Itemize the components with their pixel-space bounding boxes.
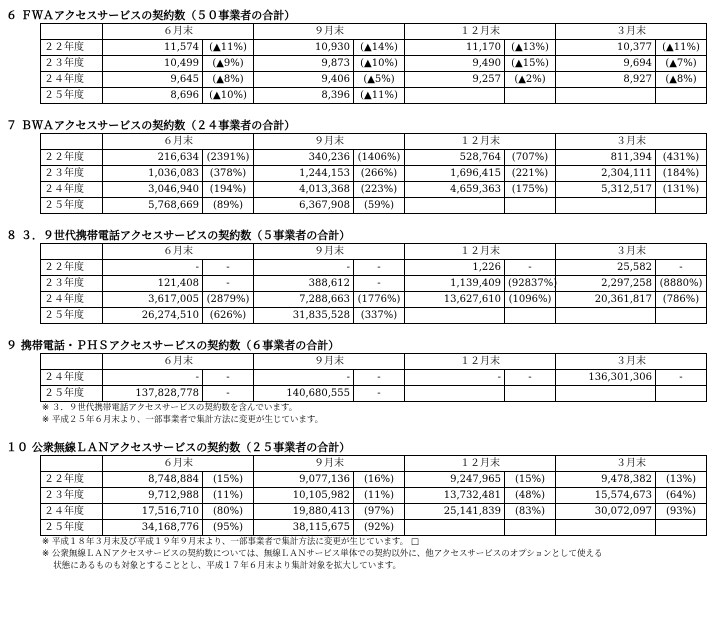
contract-count-cell: 9,077,136 [254,472,354,488]
contract-count-cell [556,386,656,402]
table-row [41,308,707,324]
table-header-row [41,244,707,260]
growth-rate-cell: (▲8%) [203,72,254,88]
section-title: ６ ＦＷＡアクセスサービスの契約数（５０事業者の合計） [6,9,296,22]
contract-count-cell: 10,377 [556,40,656,56]
header-corner [41,24,103,40]
header-corner [41,134,103,150]
column-header: ３月末 [556,456,707,472]
column-header: １２月末 [405,244,556,260]
section-title: ９ 携帯電話・ＰＨＳアクセスサービスの契約数（６事業者の合計） [6,339,340,352]
fiscal-year-label: ２２年度 [41,150,103,166]
contract-count-cell [405,308,505,324]
contract-count-cell: 1,226 [405,260,505,276]
growth-rate-cell: (97%) [354,504,405,520]
contract-count-cell: 140,680,555 [254,386,354,402]
contract-count-cell: 3,046,940 [103,182,203,198]
column-header: ９月末 [254,354,405,370]
contract-count-cell [405,198,505,214]
contract-count-cell: 1,244,153 [254,166,354,182]
growth-rate-cell: (83%) [505,504,556,520]
growth-rate-cell [505,520,556,536]
contract-count-cell: 1,036,083 [103,166,203,182]
column-header: １２月末 [405,456,556,472]
column-header: ６月末 [103,354,254,370]
growth-rate-cell: (▲9%) [203,56,254,72]
contracts-table [40,23,707,104]
contract-count-cell: 121,408 [103,276,203,292]
growth-rate-cell: (16%) [354,472,405,488]
column-header: ６月末 [103,24,254,40]
growth-rate-cell: - [505,370,556,386]
contract-count-cell [405,386,505,402]
contract-count-cell: 13,732,481 [405,488,505,504]
fiscal-year-label: ２４年度 [41,182,103,198]
growth-rate-cell: - [203,370,254,386]
growth-rate-cell: (431%) [656,150,707,166]
section-4 [6,338,698,426]
footnote: ※ 公衆無線ＬＡＮアクセスサービスの契約数については、無線ＬＡＮサービス単体での契約以外に、他アクセスサービスのオプションとして使える [42,549,603,559]
column-header: ９月末 [254,456,405,472]
fiscal-year-label: ２３年度 [41,276,103,292]
contract-count-cell [556,520,656,536]
growth-rate-cell: (▲13%) [505,40,556,56]
header-corner [41,244,103,260]
table-row [41,198,707,214]
column-header: １２月末 [405,24,556,40]
growth-rate-cell: (93%) [656,504,707,520]
contract-count-cell [405,520,505,536]
contract-count-cell: 9,490 [405,56,505,72]
growth-rate-cell: (626%) [203,308,254,324]
contract-count-cell: 7,288,663 [254,292,354,308]
growth-rate-cell: (15%) [203,472,254,488]
growth-rate-cell: (▲5%) [354,72,405,88]
table-row [41,504,707,520]
contract-count-cell: 20,361,817 [556,292,656,308]
contract-count-cell: 2,304,111 [556,166,656,182]
contract-count-cell: 9,694 [556,56,656,72]
fiscal-year-label: ２５年度 [41,520,103,536]
growth-rate-cell: (48%) [505,488,556,504]
growth-rate-cell: (▲14%) [354,40,405,56]
growth-rate-cell: (89%) [203,198,254,214]
contract-count-cell: 216,634 [103,150,203,166]
contract-count-cell: 1,139,409 [405,276,505,292]
column-header: ６月末 [103,456,254,472]
growth-rate-cell: (▲11%) [203,40,254,56]
growth-rate-cell: (92%) [354,520,405,536]
contract-count-cell: 34,168,776 [103,520,203,536]
contract-count-cell: - [254,260,354,276]
contract-count-cell: 9,257 [405,72,505,88]
contract-count-cell: 2,297,258 [556,276,656,292]
growth-rate-cell: (131%) [656,182,707,198]
growth-rate-cell: (266%) [354,166,405,182]
growth-rate-cell [505,386,556,402]
contract-count-cell: 8,696 [103,88,203,104]
table-row [41,386,707,402]
section-title: ７ ＢＷＡアクセスサービスの契約数（２４事業者の合計） [6,119,296,132]
contracts-table [40,133,707,214]
contract-count-cell: 17,516,710 [103,504,203,520]
growth-rate-cell: (▲10%) [203,88,254,104]
table-header-row [41,354,707,370]
table-row [41,370,707,386]
table-row [41,182,707,198]
column-header: １２月末 [405,134,556,150]
growth-rate-cell: - [203,260,254,276]
column-header: ３月末 [556,24,707,40]
fiscal-year-label: ２４年度 [41,370,103,386]
contract-count-cell: 528,764 [405,150,505,166]
contract-count-cell: 30,072,097 [556,504,656,520]
contracts-table [40,455,707,536]
growth-rate-cell: (11%) [203,488,254,504]
growth-rate-cell: (▲10%) [354,56,405,72]
section-3 [6,228,703,324]
fiscal-year-label: ２５年度 [41,198,103,214]
contract-count-cell: 9,247,965 [405,472,505,488]
contract-count-cell: 3,617,005 [103,292,203,308]
contract-count-cell: 25,141,839 [405,504,505,520]
growth-rate-cell: (▲15%) [505,56,556,72]
growth-rate-cell: (80%) [203,504,254,520]
section-1 [6,8,700,104]
growth-rate-cell: (223%) [354,182,405,198]
fiscal-year-label: ２３年度 [41,56,103,72]
table-row [41,520,707,536]
column-header: ６月末 [103,134,254,150]
contract-count-cell: 9,406 [254,72,354,88]
growth-rate-cell: (▲11%) [656,40,707,56]
header-corner [41,456,103,472]
contract-count-cell: 15,574,673 [556,488,656,504]
contract-count-cell: 13,627,610 [405,292,505,308]
contract-count-cell: 137,828,778 [103,386,203,402]
column-header: １２月末 [405,354,556,370]
contract-count-cell: - [254,370,354,386]
growth-rate-cell: (▲7%) [656,56,707,72]
growth-rate-cell [505,198,556,214]
table-header-row [41,24,707,40]
fiscal-year-label: ２４年度 [41,292,103,308]
contract-count-cell: 388,612 [254,276,354,292]
fiscal-year-label: ２５年度 [41,386,103,402]
table-row [41,166,707,182]
section-5 [6,440,698,572]
contract-count-cell: 6,367,908 [254,198,354,214]
growth-rate-cell: - [354,386,405,402]
contract-count-cell: 10,930 [254,40,354,56]
contract-count-cell: 8,396 [254,88,354,104]
contract-count-cell: 5,312,517 [556,182,656,198]
contract-count-cell: 31,835,528 [254,308,354,324]
column-header: ３月末 [556,134,707,150]
contract-count-cell: 11,574 [103,40,203,56]
table-row [41,56,707,72]
contracts-table [40,353,707,402]
growth-rate-cell: (1406%) [354,150,405,166]
footnote: 状態にあるものも対象とすることとし、平成１７年６月末より集計対象を拡大しています。 [42,561,402,571]
fiscal-year-label: ２２年度 [41,260,103,276]
growth-rate-cell: (194%) [203,182,254,198]
growth-rate-cell: (11%) [354,488,405,504]
table-row [41,150,707,166]
growth-rate-cell [656,386,707,402]
contract-count-cell: 8,748,884 [103,472,203,488]
growth-rate-cell: (221%) [505,166,556,182]
growth-rate-cell [656,520,707,536]
contract-count-cell: 38,115,675 [254,520,354,536]
fiscal-year-label: ２４年度 [41,72,103,88]
column-header: ９月末 [254,244,405,260]
growth-rate-cell: - [505,260,556,276]
contract-count-cell: - [103,260,203,276]
table-row [41,260,707,276]
contract-count-cell: - [405,370,505,386]
contract-count-cell: 19,880,413 [254,504,354,520]
table-row [41,276,707,292]
growth-rate-cell: - [203,386,254,402]
contract-count-cell [556,308,656,324]
growth-rate-cell: (707%) [505,150,556,166]
growth-rate-cell: (1096%) [505,292,556,308]
contract-count-cell: 5,768,669 [103,198,203,214]
growth-rate-cell: (▲8%) [656,72,707,88]
section-title: ８ ３．９世代携帯電話アクセスサービスの契約数（５事業者の合計） [6,229,351,242]
contract-count-cell: - [103,370,203,386]
section-2 [6,118,700,214]
contracts-table [40,243,707,324]
fiscal-year-label: ２５年度 [41,308,103,324]
column-header: ３月末 [556,354,707,370]
contract-count-cell: 26,274,510 [103,308,203,324]
contract-count-cell: 10,499 [103,56,203,72]
growth-rate-cell: (175%) [505,182,556,198]
growth-rate-cell: (1776%) [354,292,405,308]
contract-count-cell: 4,013,368 [254,182,354,198]
contract-count-cell: 9,478,382 [556,472,656,488]
growth-rate-cell: (95%) [203,520,254,536]
contract-count-cell [405,88,505,104]
growth-rate-cell: (786%) [656,292,707,308]
growth-rate-cell: (337%) [354,308,405,324]
contract-count-cell: 9,712,988 [103,488,203,504]
growth-rate-cell: (2879%) [203,292,254,308]
footnotes [42,536,698,572]
contract-count-cell: 8,927 [556,72,656,88]
growth-rate-cell: (▲2%) [505,72,556,88]
growth-rate-cell: (8880%) [656,276,707,292]
growth-rate-cell [656,88,707,104]
fiscal-year-label: ２２年度 [41,40,103,56]
footnote: ※ 平成２５年６月末より、一部事業者で集計方法に変更が生じています。 [42,415,324,425]
contract-count-cell: 25,582 [556,260,656,276]
table-row [41,40,707,56]
growth-rate-cell: (378%) [203,166,254,182]
fiscal-year-label: ２４年度 [41,504,103,520]
growth-rate-cell: - [354,276,405,292]
growth-rate-cell: - [354,370,405,386]
growth-rate-cell: - [203,276,254,292]
growth-rate-cell: (184%) [656,166,707,182]
growth-rate-cell: (59%) [354,198,405,214]
growth-rate-cell: - [354,260,405,276]
column-header: ９月末 [254,24,405,40]
growth-rate-cell [505,88,556,104]
growth-rate-cell: - [656,370,707,386]
growth-rate-cell [656,198,707,214]
contract-count-cell: 340,236 [254,150,354,166]
table-header-row [41,456,707,472]
section-title: １０ 公衆無線ＬＡＮアクセスサービスの契約数（２５事業者の合計） [6,441,351,454]
contract-count-cell [556,88,656,104]
footnotes [42,402,698,426]
footnote: ※ ３．９世代携帯電話アクセスサービスの契約数を含んでいます。 [42,403,298,413]
footnote: ※ 平成１８年３月末及び平成１９年９月末より、一部事業者で集計方法に変更が生じています。 □ [42,537,419,547]
column-header: ９月末 [254,134,405,150]
table-row [41,472,707,488]
growth-rate-cell [505,308,556,324]
fiscal-year-label: ２５年度 [41,88,103,104]
growth-rate-cell: (2391%) [203,150,254,166]
table-row [41,88,707,104]
growth-rate-cell [656,308,707,324]
growth-rate-cell: (15%) [505,472,556,488]
contract-count-cell: 811,394 [556,150,656,166]
growth-rate-cell: - [656,260,707,276]
growth-rate-cell: (92837%) [505,276,556,292]
contract-count-cell: 9,873 [254,56,354,72]
growth-rate-cell: (64%) [656,488,707,504]
growth-rate-cell: (▲11%) [354,88,405,104]
column-header: ６月末 [103,244,254,260]
contract-count-cell: 136,301,306 [556,370,656,386]
table-row [41,292,707,308]
contract-count-cell: 1,696,415 [405,166,505,182]
contract-count-cell [556,198,656,214]
contract-count-cell: 11,170 [405,40,505,56]
table-header-row [41,134,707,150]
column-header: ３月末 [556,244,707,260]
table-row [41,488,707,504]
contract-count-cell: 9,645 [103,72,203,88]
fiscal-year-label: ２２年度 [41,472,103,488]
growth-rate-cell: (13%) [656,472,707,488]
header-corner [41,354,103,370]
contract-count-cell: 4,659,363 [405,182,505,198]
contract-count-cell: 10,105,982 [254,488,354,504]
fiscal-year-label: ２３年度 [41,488,103,504]
table-row [41,72,707,88]
fiscal-year-label: ２３年度 [41,166,103,182]
